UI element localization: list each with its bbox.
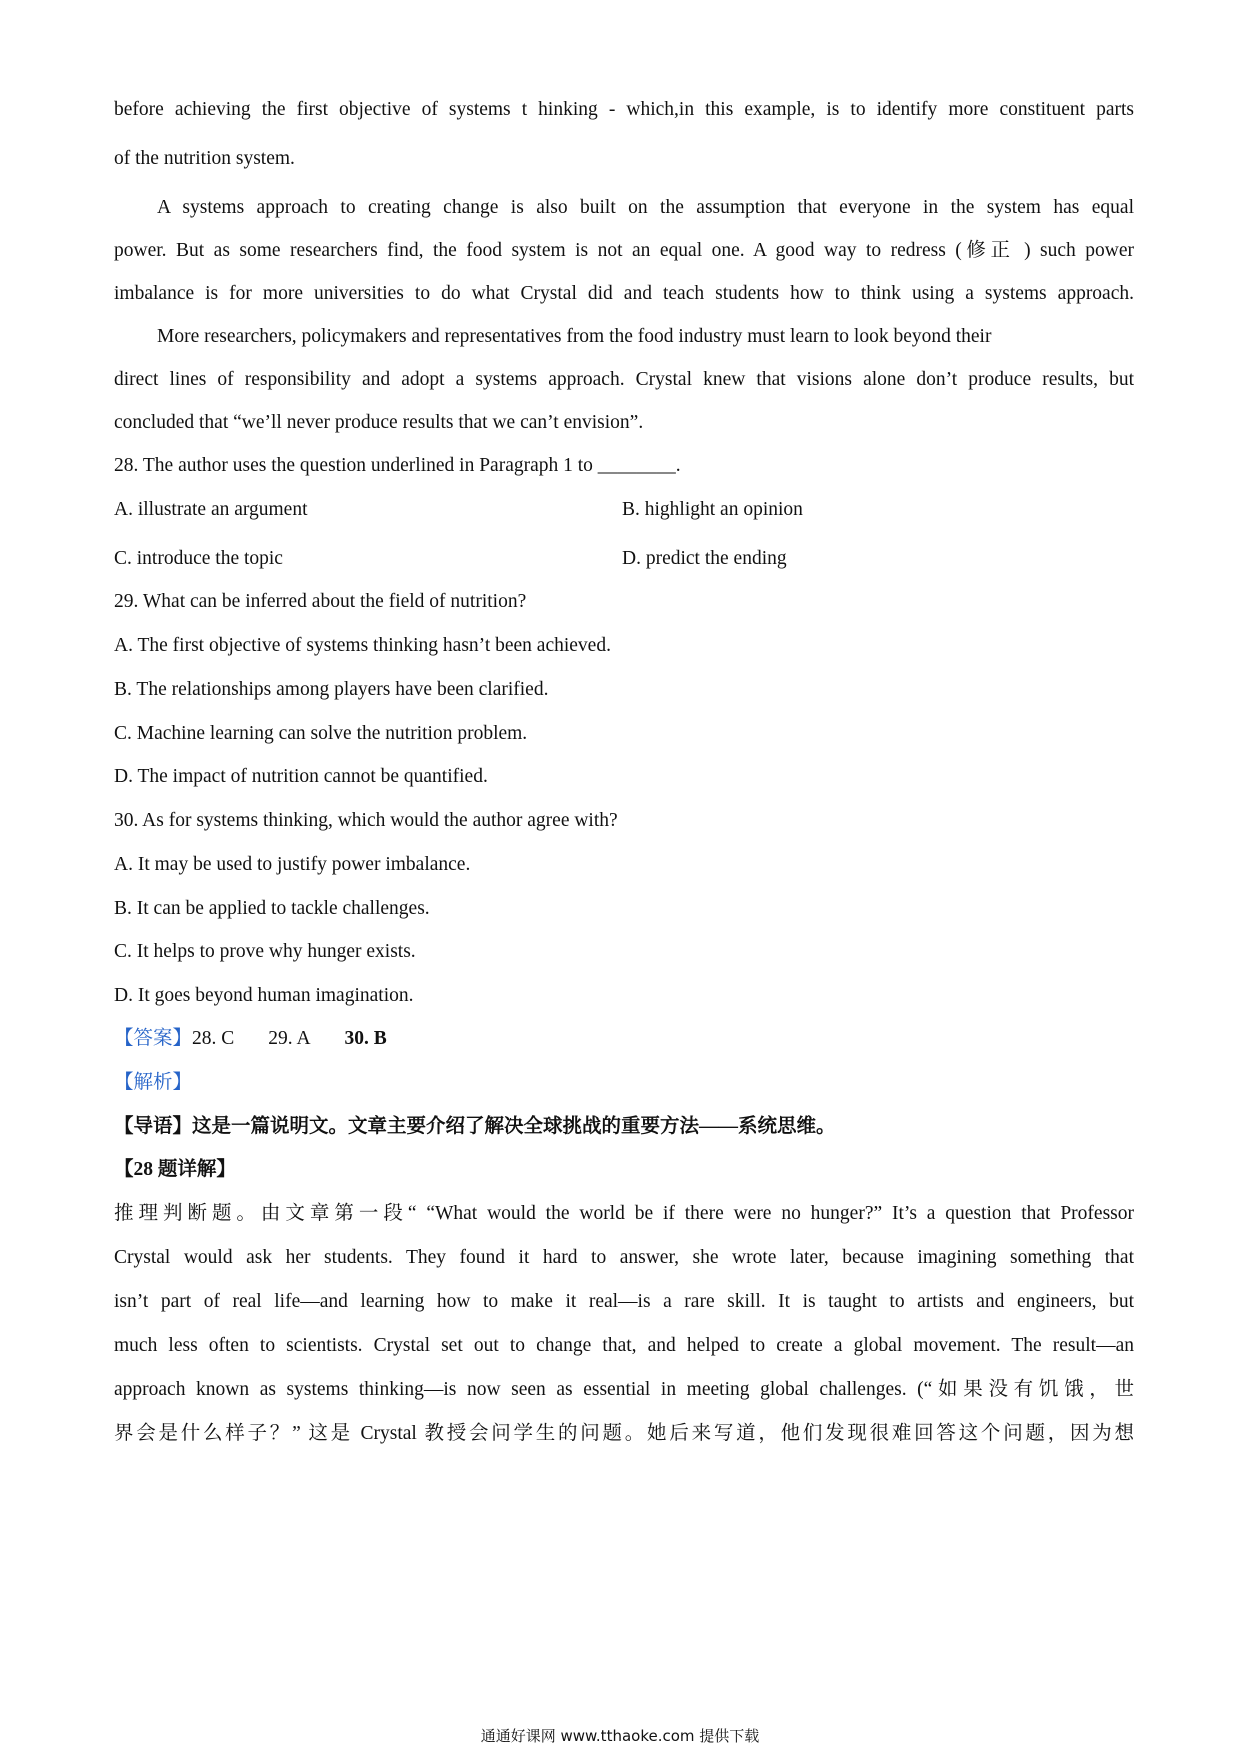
passage-p3-line2: direct lines of responsibility and adopt a systems approach. Crystal knew that visions alone don’t produce results, but (114, 369, 1134, 390)
question-30-stem: 30. As for systems thinking, which would the author agree with? (114, 810, 618, 831)
passage-p2-line2: power. But as some researchers find, the food system is not an equal one. A good way to redress (修正 ) such power (114, 240, 1134, 261)
answer-28: 28. C (192, 1028, 235, 1049)
question-30-option-b: B. It can be applied to tackle challenges. (114, 898, 430, 919)
analysis-detail-title: 【28 题详解】 (114, 1159, 236, 1180)
question-29-option-c: C. Machine learning can solve the nutrition problem. (114, 723, 528, 744)
page-footer: 通通好课网 www.tthaoke.com 提供下载 (480, 1727, 760, 1745)
question-30-option-c: C. It helps to prove why hunger exists. (114, 941, 416, 962)
answer-line (114, 1027, 1134, 1051)
question-28-option-b: B. highlight an opinion (622, 499, 803, 520)
question-28-option-c: C. introduce the topic (114, 548, 283, 569)
question-28-stem: 28. The author uses the question underlined in Paragraph 1 to ________. (114, 455, 681, 476)
analysis-label: 【解析】 (114, 1072, 193, 1093)
answer-29: 29. A (268, 1028, 311, 1049)
passage-p3-line3: concluded that “we’ll never produce results that we can’t envision”. (114, 412, 644, 433)
question-28-options-row-2 (114, 547, 1134, 571)
passage-p2-line3: imbalance is for more universities to do what Crystal did and teach students how to think using a systems approach. (114, 283, 1134, 304)
analysis-detail-line: 界会是什么样子？” 这是 Crystal 教授会问学生的问题。她后来写道，他们发现很难回答这个问题，因为想 (114, 1423, 1134, 1444)
analysis-guide: 【导语】这是一篇说明文。文章主要介绍了解决全球挑战的重要方法——系统思维。 (114, 1116, 836, 1137)
answer-30: 30. B (344, 1028, 387, 1049)
passage-p1-line1: before achieving the first objective of systems t hinking - which,in this example, is to identify more constituent parts (114, 99, 1134, 120)
passage-p3-line1: More researchers, policymakers and representatives from the food industry must learn to look beyond their (157, 326, 992, 347)
document-page (114, 98, 1134, 1446)
question-29-stem: 29. What can be inferred about the field of nutrition? (114, 591, 527, 612)
question-28-option-a: A. illustrate an argument (114, 499, 308, 520)
passage-p2-line1: A systems approach to creating change is also built on the assumption that everyone in the system has equal (157, 197, 1134, 218)
question-29-option-b: B. The relationships among players have been clarified. (114, 679, 549, 700)
analysis-detail-line: approach known as systems thinking—is now seen as essential in meeting global challenges. (“如果没有饥饿，世 (114, 1379, 1134, 1400)
passage-p1-line2: of the nutrition system. (114, 148, 295, 169)
answer-label: 【答案】 (114, 1028, 193, 1049)
analysis-detail-line: isn’t part of real life—and learning how to make it real—is a rare skill. It is taught to artists and engineers, but (114, 1291, 1134, 1312)
analysis-detail-line: 推理判断题。由文章第一段“ “What would the world be if there were no hunger?” It’s a question that Professor (114, 1203, 1134, 1224)
question-28-option-d: D. predict the ending (622, 548, 787, 569)
question-29-option-a: A. The first objective of systems thinking hasn’t been achieved. (114, 635, 611, 656)
analysis-detail-line: Crystal would ask her students. They found it hard to answer, she wrote later, because imagining something that (114, 1247, 1134, 1268)
question-28-options-row-1 (114, 498, 1134, 547)
analysis-detail-line: much less often to scientists. Crystal set out to change that, and helped to create a global movement. The result—an (114, 1335, 1134, 1356)
question-30-option-a: A. It may be used to justify power imbalance. (114, 854, 471, 875)
question-29-option-d: D. The impact of nutrition cannot be quantified. (114, 766, 488, 787)
question-30-option-d: D. It goes beyond human imagination. (114, 985, 414, 1006)
